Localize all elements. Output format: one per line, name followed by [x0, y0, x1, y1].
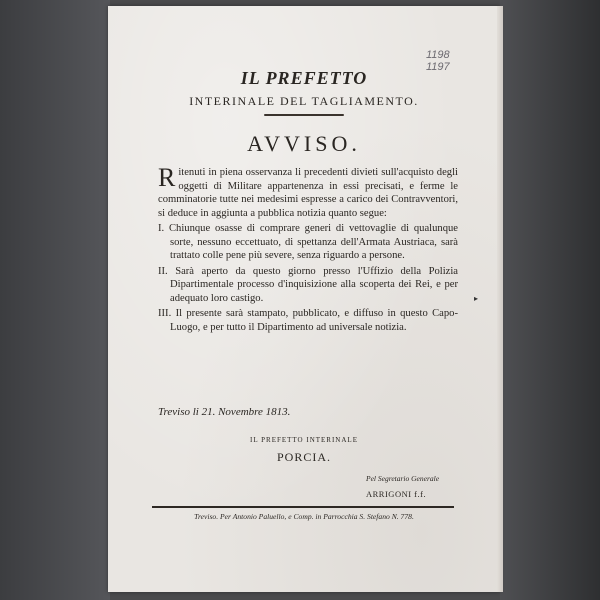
- secretary-label: Pel Segretario Generale: [366, 474, 440, 483]
- imprint-divider: [152, 506, 454, 508]
- signatory-title: IL PREFETTO INTERINALE: [250, 436, 358, 444]
- title-divider: [264, 114, 344, 116]
- notice-heading: AVVISO.: [247, 131, 361, 156]
- background-left: [0, 0, 110, 600]
- printer-imprint: Treviso. Per Antonio Paluello, e Comp. in Parrocchia S. Stefano N. 778.: [194, 512, 414, 521]
- background-right: [500, 0, 600, 600]
- intro-text: itenuti in piena osservanza li precedenti divieti sull'acquisto degli oggetti di Militare appartenenza in essi precisati, e ferme le comminatorie tutte nei medesimi espresse a carico dei Contravventori, si deduce in aggiunta a pubblica notizia quanto segue:: [158, 167, 458, 219]
- article-1: I. Chiunque osasse di comprare generi di vettovaglie di qualunque sorte, nessuno eccettuato, di spettanza dell'Armata Austriaca, sarà trattato colle pene più severe, senza riguardo a persone.: [158, 223, 458, 261]
- notice-body: [158, 163, 458, 334]
- signatory-name: PORCIA.: [276, 450, 331, 464]
- intro-paragraph: [158, 163, 458, 220]
- margin-mark: ▸: [474, 294, 479, 303]
- drop-cap: R: [158, 163, 176, 192]
- article-3: III. Il presente sarà stampato, pubblicato, e diffuso in questo Capo-Luogo, e per tutto il Dipartimento ad universale notizia.: [158, 308, 458, 333]
- issue-date: Treviso li 21. Novembre 1813.: [158, 406, 291, 418]
- document-subtitle: INTERINALE DEL TAGLIAMENTO.: [189, 94, 419, 108]
- secretary-name: ARRIGONI f.f.: [366, 489, 427, 499]
- catalog-number-1: 1198: [426, 49, 450, 61]
- catalog-number-2: 1197: [426, 61, 450, 73]
- document-title: IL PREFETTO: [240, 68, 368, 88]
- article-2: II. Sarà aperto da questo giorno presso l'Uffizio della Polizia Dipartimentale processo d'inquisizione alla scoperta dei Rei, e per adequato loro castigo.: [158, 265, 458, 304]
- document-sheet: [108, 6, 500, 592]
